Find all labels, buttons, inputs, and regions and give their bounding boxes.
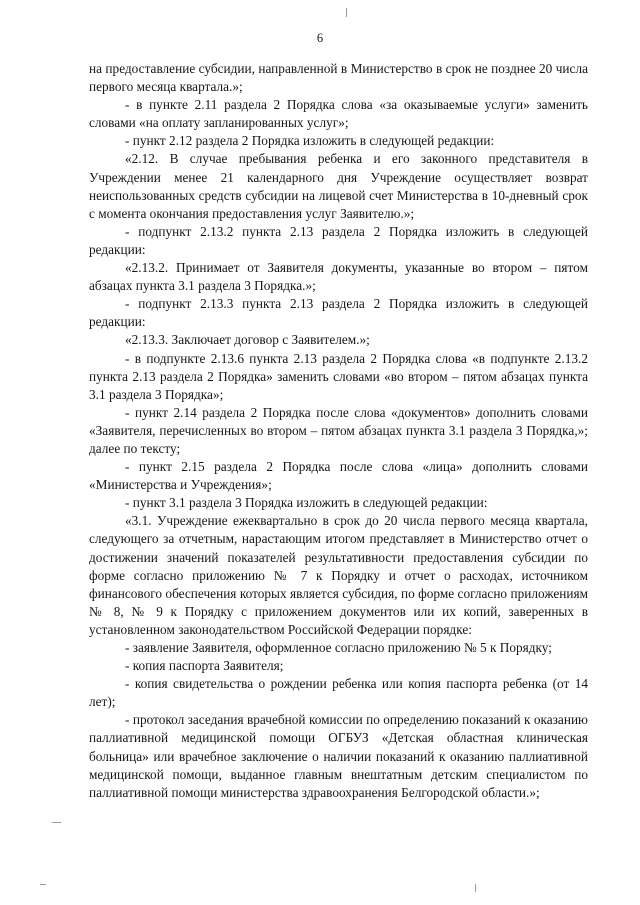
paragraph: - пункт 2.15 раздела 2 Порядка после слова «лица» дополнить словами «Министерства и Учреждения»; bbox=[89, 459, 588, 493]
paragraph: - подпункт 2.13.2 пункта 2.13 раздела 2 Порядка изложить в следующей редакции: bbox=[89, 223, 588, 257]
paragraph: - подпункт 2.13.3 пункта 2.13 раздела 2 Порядка изложить в следующей редакции: bbox=[89, 296, 588, 330]
scan-mark-top bbox=[346, 8, 347, 17]
paragraph: - протокол заседания врачебной комиссии по определению показаний к оказанию паллиативной медицинской помощи ОГБУЗ «Детская областная клиническая больница» или врачебное заключение о наличии показаний к оказанию паллиативной медицинской помощи, выданное главным внештатным детским специалистом по паллиативной помощи министерства здравоохранения Белгородской области.»; bbox=[89, 712, 588, 800]
paragraph: - пункт 2.14 раздела 2 Порядка после слова «документов» дополнить словами «Заявителя, перечисленных во втором – пятом абзацах пункта 3.1 раздела 3 Порядка,»; далее по тексту; bbox=[89, 404, 588, 456]
scan-mark-bottom bbox=[475, 884, 476, 892]
paragraph: - в подпункте 2.13.6 пункта 2.13 раздела 2 Порядка слова «в подпункте 2.13.2 пункта 2.13 раздела 2 Порядка» заменить словами «во втором – пятом абзацах пункта 3.1 раздела 3 Порядка»; bbox=[89, 350, 588, 402]
paragraph: - в пункте 2.11 раздела 2 Порядка слова «за оказываемые услуги» заменить словами «на оплату запланированных услуг»; bbox=[89, 97, 588, 131]
paragraph: - пункт 3.1 раздела 3 Порядка изложить в следующей редакции: bbox=[125, 495, 488, 511]
paragraph: - заявление Заявителя, оформленное согласно приложению № 5 к Порядку; bbox=[125, 640, 552, 655]
paragraph: «2.13.2. Принимает от Заявителя документы, указанные во втором – пятом абзацах пункта 3.1 раздела 3 Порядка.»; bbox=[89, 260, 588, 294]
paragraph: - копия свидетельства о рождении ребенка или копия паспорта ребенка (от 14 лет); bbox=[89, 676, 588, 710]
document-body bbox=[89, 60, 588, 802]
scan-mark-bottom-left bbox=[40, 884, 46, 885]
page-number: 6 bbox=[316, 31, 324, 45]
paragraph: - копия паспорта Заявителя; bbox=[125, 658, 284, 674]
paragraph: на предоставление субсидии, направленной в Министерство в срок не позднее 20 числа первого месяца квартала.»; bbox=[89, 61, 588, 95]
paragraph: «2.12. В случае пребывания ребенка и его законного представителя в Учреждении менее 21 календарного дня Учреждение осуществляет возврат неиспользованных средств субсидии на лицевой счет Министерства в 10-дневный срок с момента окончания предоставления услуг Заявителю.»; bbox=[89, 151, 588, 221]
paragraph: - пункт 2.12 раздела 2 Порядка изложить в следующей редакции: bbox=[125, 133, 495, 149]
paragraph: «2.13.3. Заключает договор с Заявителем.»; bbox=[125, 332, 370, 348]
scan-mark-left bbox=[52, 822, 61, 823]
paragraph: «3.1. Учреждение ежеквартально в срок до 20 числа первого месяца квартала, следующего за отчетным, нарастающим итогом представляет в Министерство отчет о достижении значений показателей результативности предоставления субсидии по форме согласно приложению № 7 к Порядку и отчет о расходах, источником финансового обеспечения которых является субсидия, по форме согласно приложениям № 8, № 9 к Порядку с приложением документов или их копий, заверенных в установленном законодательством Российской Федерации порядке: bbox=[89, 513, 588, 637]
